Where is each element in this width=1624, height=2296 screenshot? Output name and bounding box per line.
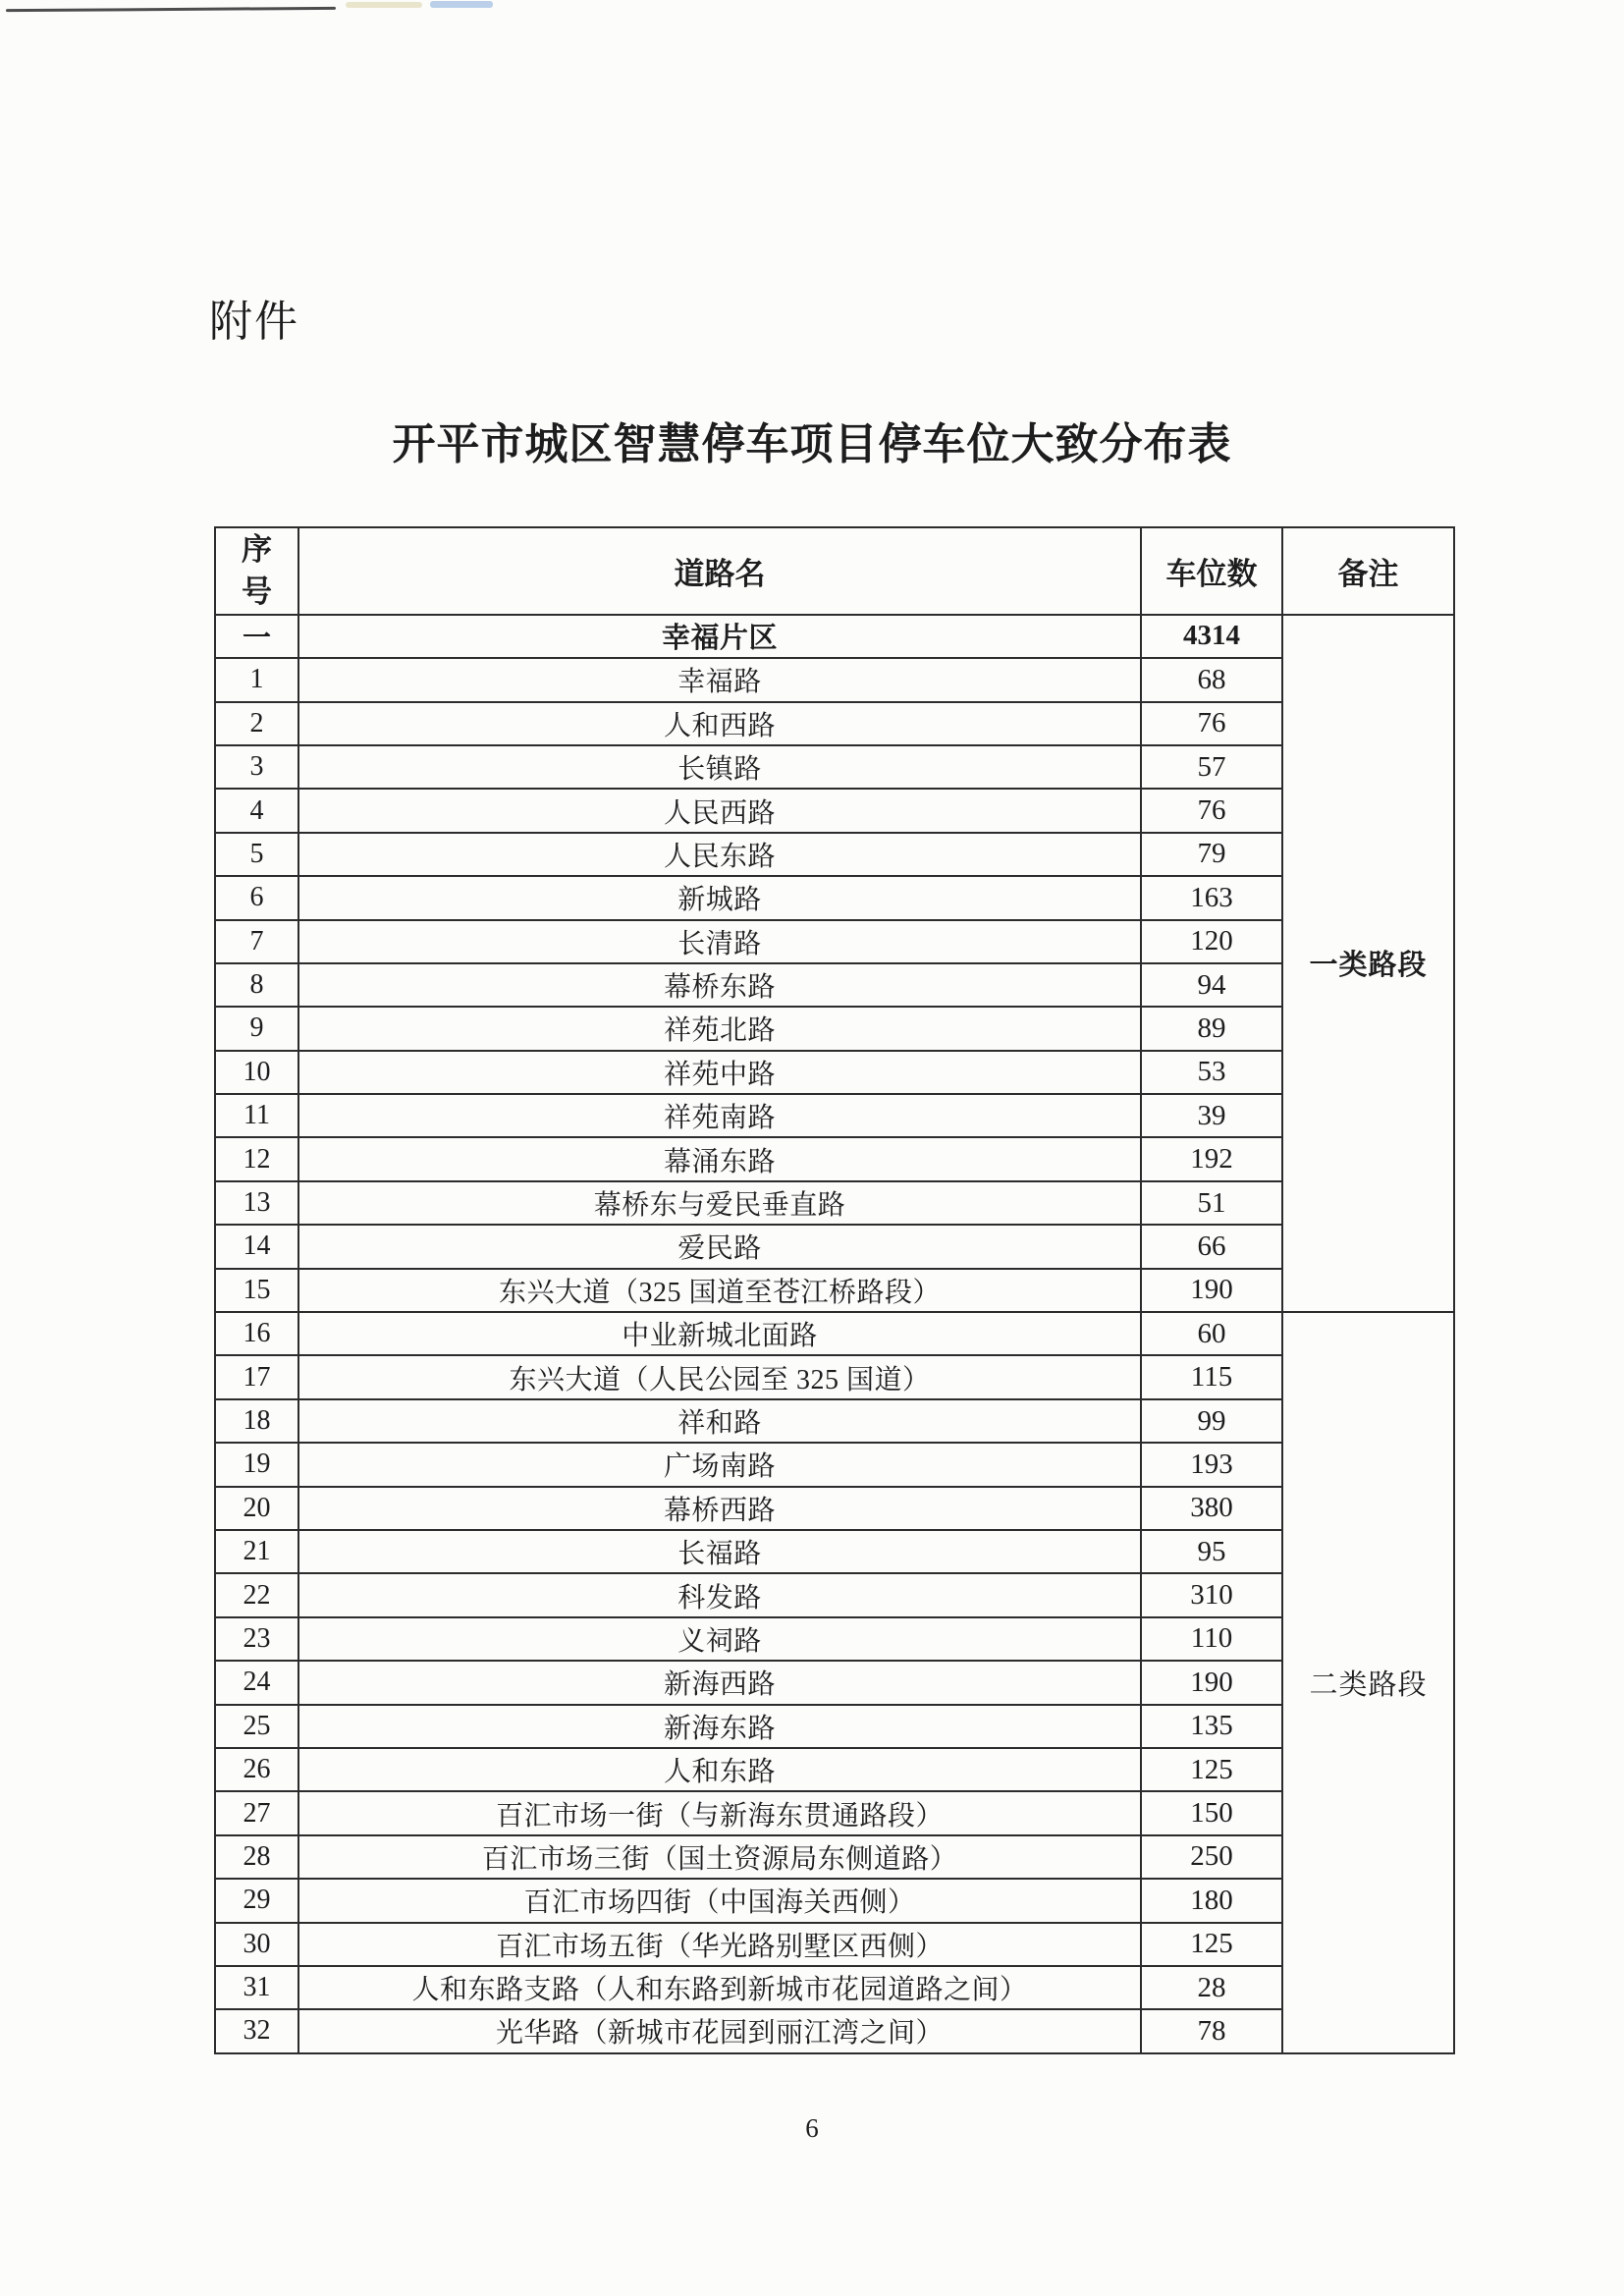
parking-spaces-cell: 115 (1141, 1355, 1282, 1398)
remark-cell: 二类路段 (1282, 1312, 1454, 2053)
road-name-cell: 幕桥西路 (298, 1487, 1141, 1530)
road-name-cell: 人民东路 (298, 833, 1141, 876)
table-row (215, 1791, 1454, 1834)
table-row (215, 615, 1454, 658)
parking-spaces-cell: 94 (1141, 963, 1282, 1007)
parking-spaces-cell: 190 (1141, 1269, 1282, 1312)
serial-number-cell: 13 (215, 1181, 298, 1225)
serial-number-cell: 19 (215, 1443, 298, 1486)
table-row (215, 1705, 1454, 1748)
road-name-cell: 幕桥东路 (298, 963, 1141, 1007)
header-serial-number: 序号 (215, 527, 298, 615)
table-row (215, 1399, 1454, 1443)
parking-spaces-cell: 193 (1141, 1443, 1282, 1486)
serial-number-cell: 25 (215, 1705, 298, 1748)
table-row (215, 658, 1454, 701)
parking-spaces-cell: 95 (1141, 1530, 1282, 1573)
serial-number-cell: 27 (215, 1791, 298, 1834)
road-name-cell: 长清路 (298, 920, 1141, 963)
serial-number-cell: 6 (215, 876, 298, 919)
scan-artifact-smudge (430, 1, 493, 8)
parking-spaces-cell: 28 (1141, 1966, 1282, 2009)
table-row (215, 2009, 1454, 2052)
parking-spaces-cell: 89 (1141, 1007, 1282, 1050)
serial-number-cell: 20 (215, 1487, 298, 1530)
parking-spaces-cell: 135 (1141, 1705, 1282, 1748)
table-row (215, 1879, 1454, 1922)
serial-number-cell: 28 (215, 1835, 298, 1879)
table-row (215, 789, 1454, 832)
parking-spaces-cell: 68 (1141, 658, 1282, 701)
parking-spaces-cell: 125 (1141, 1923, 1282, 1966)
road-name-cell: 新海西路 (298, 1661, 1141, 1704)
attachment-label: 附件 (209, 297, 299, 347)
header-parking-spaces: 车位数 (1141, 527, 1282, 615)
road-name-cell: 爱民路 (298, 1225, 1141, 1268)
road-name-cell: 广场南路 (298, 1443, 1141, 1486)
road-name-cell: 中业新城北面路 (298, 1312, 1141, 1355)
table-row (215, 1181, 1454, 1225)
serial-number-cell: 22 (215, 1573, 298, 1616)
table-row (215, 920, 1454, 963)
table-header-row (215, 527, 1454, 615)
road-name-cell: 光华路（新城市花园到丽江湾之间） (298, 2009, 1141, 2052)
table-row (215, 1269, 1454, 1312)
serial-number-cell: 32 (215, 2009, 298, 2052)
serial-number-cell: 17 (215, 1355, 298, 1398)
table-row (215, 1225, 1454, 1268)
parking-spaces-cell: 250 (1141, 1835, 1282, 1879)
road-name-cell: 东兴大道（人民公园至 325 国道） (298, 1355, 1141, 1398)
road-name-cell: 祥苑中路 (298, 1051, 1141, 1094)
parking-spaces-cell: 125 (1141, 1748, 1282, 1791)
table-row (215, 702, 1454, 745)
serial-number-cell: 8 (215, 963, 298, 1007)
road-name-cell: 人和东路支路（人和东路到新城市花园道路之间） (298, 1966, 1141, 2009)
table-row (215, 1661, 1454, 1704)
serial-number-cell: 30 (215, 1923, 298, 1966)
road-name-cell: 百汇市场四街（中国海关西侧） (298, 1879, 1141, 1922)
road-name-cell: 人和东路 (298, 1748, 1141, 1791)
serial-number-cell: 26 (215, 1748, 298, 1791)
road-name-cell: 百汇市场三街（国土资源局东侧道路） (298, 1835, 1141, 1879)
table-row (215, 745, 1454, 789)
serial-number-cell: 7 (215, 920, 298, 963)
road-name-cell: 东兴大道（325 国道至苍江桥路段） (298, 1269, 1141, 1312)
serial-number-cell: 21 (215, 1530, 298, 1573)
parking-spaces-cell: 76 (1141, 702, 1282, 745)
parking-spaces-cell: 79 (1141, 833, 1282, 876)
serial-number-cell: 5 (215, 833, 298, 876)
parking-spaces-cell: 53 (1141, 1051, 1282, 1094)
road-name-cell: 幸福路 (298, 658, 1141, 701)
parking-spaces-cell: 310 (1141, 1573, 1282, 1616)
road-name-cell: 百汇市场一街（与新海东贯通路段） (298, 1791, 1141, 1834)
table-row (215, 963, 1454, 1007)
serial-number-cell: 31 (215, 1966, 298, 2009)
parking-spaces-cell: 66 (1141, 1225, 1282, 1268)
road-name-cell: 人和西路 (298, 702, 1141, 745)
road-name-cell: 祥苑南路 (298, 1094, 1141, 1137)
parking-table-body (215, 615, 1454, 2053)
serial-number-cell: 24 (215, 1661, 298, 1704)
table-row (215, 1748, 1454, 1791)
table-row (215, 1923, 1454, 1966)
page-title: 开平市城区智慧停车项目停车位大致分布表 (392, 420, 1232, 468)
road-name-cell: 幕桥东与爱民垂直路 (298, 1181, 1141, 1225)
parking-spaces-cell: 4314 (1141, 615, 1282, 658)
road-name-cell: 人民西路 (298, 789, 1141, 832)
table-row (215, 1355, 1454, 1398)
parking-spaces-cell: 120 (1141, 920, 1282, 963)
road-name-cell: 幕涌东路 (298, 1137, 1141, 1180)
road-name-cell: 新城路 (298, 876, 1141, 919)
road-name-cell: 长福路 (298, 1530, 1141, 1573)
table-row (215, 1137, 1454, 1180)
table-row (215, 1573, 1454, 1616)
table-row (215, 1443, 1454, 1486)
parking-spaces-cell: 78 (1141, 2009, 1282, 2052)
serial-number-cell: 9 (215, 1007, 298, 1050)
scan-artifact-line (6, 7, 336, 12)
parking-distribution-table (214, 526, 1455, 2054)
page-number: 6 (805, 2113, 819, 2143)
road-name-cell: 祥和路 (298, 1399, 1141, 1443)
parking-spaces-cell: 76 (1141, 789, 1282, 832)
parking-spaces-cell: 51 (1141, 1181, 1282, 1225)
parking-spaces-cell: 57 (1141, 745, 1282, 789)
table-row (215, 1617, 1454, 1661)
table-row (215, 1530, 1454, 1573)
parking-spaces-cell: 60 (1141, 1312, 1282, 1355)
serial-number-cell: 29 (215, 1879, 298, 1922)
serial-number-cell: 12 (215, 1137, 298, 1180)
parking-spaces-cell: 190 (1141, 1661, 1282, 1704)
road-name-cell: 新海东路 (298, 1705, 1141, 1748)
table-row (215, 1051, 1454, 1094)
table-row (215, 1094, 1454, 1137)
road-name-cell: 幸福片区 (298, 615, 1141, 658)
header-road-name: 道路名 (298, 527, 1141, 615)
table-row (215, 1835, 1454, 1879)
table-row (215, 1312, 1454, 1355)
serial-number-cell: 14 (215, 1225, 298, 1268)
road-name-cell: 长镇路 (298, 745, 1141, 789)
serial-number-cell: 4 (215, 789, 298, 832)
road-name-cell: 祥苑北路 (298, 1007, 1141, 1050)
serial-number-cell: 11 (215, 1094, 298, 1137)
remark-cell: 一类路段 (1282, 615, 1454, 1312)
table-row (215, 1966, 1454, 2009)
parking-spaces-cell: 110 (1141, 1617, 1282, 1661)
header-remark: 备注 (1282, 527, 1454, 615)
serial-number-cell: 2 (215, 702, 298, 745)
table-row (215, 1007, 1454, 1050)
parking-spaces-cell: 180 (1141, 1879, 1282, 1922)
road-name-cell: 百汇市场五街（华光路别墅区西侧） (298, 1923, 1141, 1966)
road-name-cell: 义祠路 (298, 1617, 1141, 1661)
serial-number-cell: 1 (215, 658, 298, 701)
serial-number-cell: 3 (215, 745, 298, 789)
table-row (215, 833, 1454, 876)
serial-number-cell: 一 (215, 615, 298, 658)
table-row (215, 876, 1454, 919)
parking-spaces-cell: 163 (1141, 876, 1282, 919)
road-name-cell: 科发路 (298, 1573, 1141, 1616)
serial-number-cell: 16 (215, 1312, 298, 1355)
parking-spaces-cell: 192 (1141, 1137, 1282, 1180)
serial-number-cell: 15 (215, 1269, 298, 1312)
parking-spaces-cell: 99 (1141, 1399, 1282, 1443)
parking-spaces-cell: 150 (1141, 1791, 1282, 1834)
scan-artifact-smudge (346, 2, 422, 8)
parking-spaces-cell: 39 (1141, 1094, 1282, 1137)
parking-spaces-cell: 380 (1141, 1487, 1282, 1530)
serial-number-cell: 23 (215, 1617, 298, 1661)
serial-number-cell: 10 (215, 1051, 298, 1094)
serial-number-cell: 18 (215, 1399, 298, 1443)
table-row (215, 1487, 1454, 1530)
